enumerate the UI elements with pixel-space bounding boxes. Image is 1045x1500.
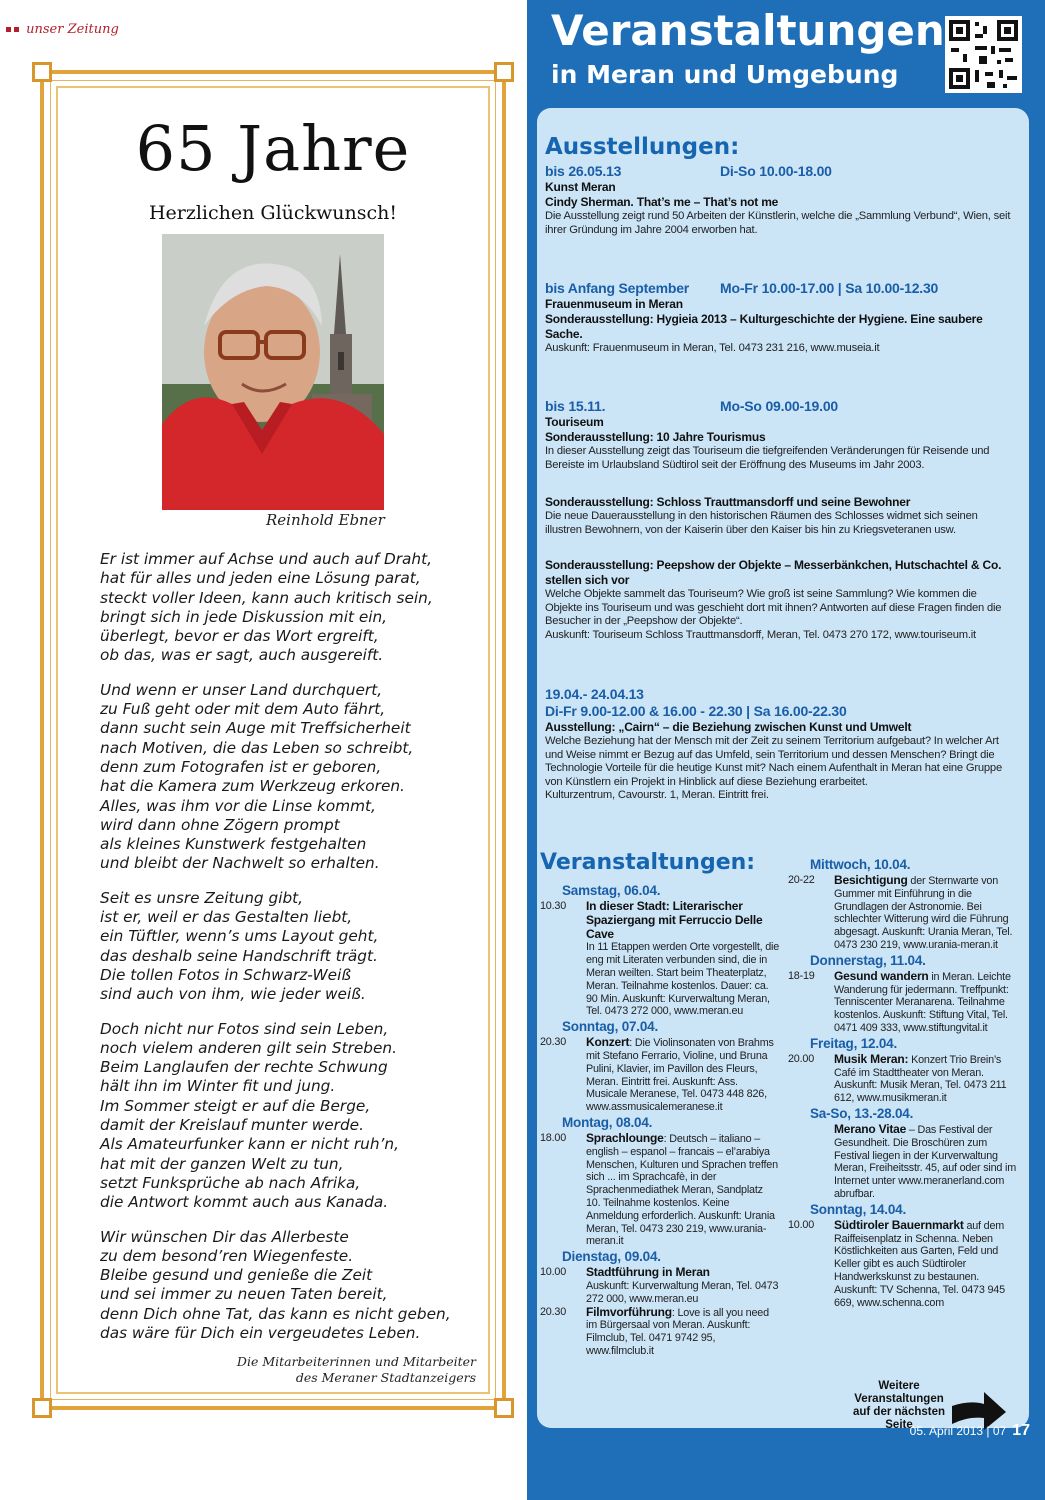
event-row	[788, 1219, 1024, 1310]
event-name: Musik Meran:	[834, 1051, 909, 1066]
event-day: Donnerstag, 11.04.	[810, 952, 926, 968]
event-row	[540, 1266, 780, 1305]
exhibition-name: Sonderausstellung: Hygieia 2013 – Kulturgeschichte der Hygiene. Eine saubere Sache.	[545, 312, 983, 341]
exhibition-date: 19.04.- 24.04.13	[545, 686, 644, 702]
event-row	[540, 1036, 780, 1114]
events-list-right	[788, 856, 1024, 1309]
event-time: 10.00	[540, 1266, 567, 1279]
portrait-illustration	[162, 234, 384, 510]
event-day: Sonntag, 07.04.	[562, 1019, 659, 1035]
exhibition-item	[545, 280, 1015, 356]
frame-corner	[494, 1398, 514, 1418]
frame-corner	[32, 1398, 52, 1418]
exhibition-hours: Di-So 10.00-18.00	[720, 163, 832, 179]
exhibition-place: Touriseum	[545, 415, 604, 429]
event-name: Filmvorführung	[586, 1304, 672, 1319]
event-text: auf dem Raiffeisenplatz in Schenna. Neben Köstlichkeiten aus Garten, Feld und Keller gibt es auch Südtiroler Handwerkskunst zu bestaunen. Auskunft: TV Schenna, Tel. 0473 945 669, www.schenna.com	[834, 1219, 1005, 1309]
frame-corner	[32, 62, 52, 82]
event-time: 18.00	[540, 1131, 567, 1144]
poem-stanza: Doch nicht nur Fotos sind sein Leben, noch vielem anderen gilt sein Streben. Beim Langlaufen der rechte Schwung hält ihn im Winter fit und jung. Im Sommer steigt er auf die Berge, damit der Kreislauf munter werde. Als Amateurfunker kann er nicht ruh’n, hat mit der ganzen Welt zu tun, setzt Funksprüche ab nach Afrika, die Antwort kommt auch aus Kanada.	[100, 1019, 399, 1212]
event-time: 10.30	[540, 900, 567, 912]
event-text: In 11 Etappen werden Orte vorgestellt, die eng mit Literaten verbunden sind, die in Meran weilten. Start beim Theaterplatz, Meran. Teilnahme kostenlos. Dauer: ca. 90 Min. Auskunft: Kurverwaltung Meran, Tel. 0473 272 000, www.meran.eu	[586, 941, 780, 1018]
exhibition-date: bis Anfang September	[545, 280, 690, 296]
events-subtitle: in Meran und Umgebung	[551, 60, 899, 89]
decor-square	[14, 27, 19, 32]
qr-code-graphic	[945, 16, 1022, 93]
event-name: In dieser Stadt: Literarischer Spaziergang mit Ferruccio Delle Cave	[586, 899, 763, 941]
exhibition-hours: Mo-Fr 10.00-17.00 | Sa 10.00-12.30	[720, 280, 939, 296]
event-desc	[586, 900, 780, 1018]
exhibition-date-row	[545, 398, 1015, 415]
exhibition-text: Die Ausstellung zeigt rund 50 Arbeiten der Künstlerin, welche die „Sammlung Verbund“, Wien, seit ihrer Gründung im Jahre 2004 erworben hat.	[545, 210, 1011, 236]
event-desc	[586, 1306, 780, 1358]
event-text: – Das Festival der Gesundheit. Die Broschüren zum Festival liegen in der Kurverwaltung Meran, Freiheitsstr. 45, auf oder sind im Internet unter www.meranerland.com abrufbar.	[834, 1123, 1017, 1200]
event-text: Auskunft: Kurverwaltung Meran, Tel. 0473 272 000, www.meran.eu	[586, 1279, 779, 1305]
footer-date: 05. April 2013 | 07	[909, 1424, 1007, 1438]
events-list-left	[540, 882, 780, 1358]
event-time: 18-19	[788, 969, 815, 982]
event-day: Freitag, 12.04.	[810, 1035, 898, 1051]
exhibition-text: Welche Objekte sammelt das Touriseum? Wie groß ist seine Sammlung? Wie kommen die Objekte ins Touriseum und was geschieht dort mit ihnen? Antworten auf diese Fragen finden die Besucher in der „Peepshow der Objekte“.	[545, 588, 1002, 627]
event-text: der Sternwarte von Gummer mit Einführung in die Grundlagen der Astronomie. Bei schlechter Witterung wird die Führung abgesagt. Auskunft: Urania Meran, Tel. 0473 230 219, www.urania-meran.it	[834, 875, 1013, 951]
event-row	[788, 970, 1024, 1035]
event-day: Samstag, 06.04.	[562, 883, 661, 898]
poem-stanza: Er ist immer auf Achse und auch auf Draht, hat für alles und jeden eine Lösung parat, steckt voller Ideen, kann auch kritisch sein, bringt sich in jede Diskussion mit ein, überlegt, bevor er das Wort ergreift, ob das, was er sagt, auch ausgereift.	[100, 550, 433, 665]
exhibition-name: Sonderausstellung: Peepshow der Objekte – Messerbänkchen, Hutschachtel & Co. stellen sich vor	[545, 558, 1002, 587]
exhibition-text: Auskunft: Frauenmuseum in Meran, Tel. 0473 231 216, www.museia.it	[545, 342, 880, 354]
exhibition-item	[545, 686, 1015, 803]
event-time: 20.30	[540, 1305, 567, 1318]
frame-corner	[494, 62, 514, 82]
exhibition-item	[545, 558, 1015, 642]
photo-caption: Reinhold Ebner	[266, 511, 385, 529]
event-text: in Meran. Leichte Wanderung für jedermann. Treffpunkt: Tenniscenter Meranarena. Teilnahme kostenlos. Auskunft: Stiftung Vital, Tel. 0471 409 333, www.stiftungvital.it	[834, 970, 1011, 1034]
article-subtitle: Herzlichen Glückwunsch!	[148, 202, 398, 224]
poem-stanza: Und wenn er unser Land durchquert, zu Fuß geht oder mit dem Auto fährt, dann sucht sein Auge mit Treffsicherheit nach Motiven, die das Leben so schreibt, denn zum Fotografen ist er geboren, hat die Kamera zum Werkzeug erkoren. Alles, was ihm vor die Linse kommt, wird dann ohne Zögern prompt als kleines Kunstwerk festgehalten und bleibt der Nachwelt so erhalten.	[100, 680, 414, 873]
signature: Die Mitarbeiterinnen und Mitarbeiter des Meraner Stadtanzeigers	[236, 1354, 476, 1385]
event-name: Südtiroler Bauernmarkt	[834, 1217, 964, 1232]
exhibition-item	[545, 495, 1015, 537]
exhibition-hours: Mo-So 09.00-19.00	[720, 398, 838, 414]
events-heading: Veranstaltungen:	[540, 850, 756, 875]
exhibition-date-row	[545, 163, 1015, 180]
event-row	[788, 1123, 1024, 1201]
event-desc	[834, 970, 1024, 1035]
event-time: 20.00	[788, 1052, 815, 1065]
event-desc	[834, 1219, 1024, 1310]
event-time: 20.30	[540, 1036, 567, 1049]
exhibition-date: bis 26.05.13	[545, 163, 622, 179]
exhibition-hours: Di-Fr 9.00-12.00 & 16.00 - 22.30 | Sa 16.00-22.30	[545, 703, 847, 719]
event-name: Gesund wandern	[834, 968, 929, 983]
event-text: : Love is all you need im Bürgersaal von Meran. Auskunft: Filmclub, Tel. 0471 9742 95, www.filmclub.it	[586, 1306, 769, 1357]
event-name: Stadtführung in Meran	[586, 1265, 710, 1280]
page-footer	[850, 1422, 1030, 1440]
exhibition-text: Welche Beziehung hat der Mensch mit der Zeit zu seinem Territorium aufgebaut? In welcher Art und Weise nimmt er Bezug auf das Umfeld, sein Territorium und dessen Menschen? Bringt die Technologie Vorteile für die heutige Kunst mit? Nach einem Aufenthalt in Meran hat eine Gruppe von Künstlern ein Projekt in Hinblick auf diese Beziehung erarbeitet.	[545, 735, 1002, 788]
exhibition-name: Sonderausstellung: Schloss Trauttmansdorff und seine Bewohner	[545, 495, 911, 509]
event-name: Merano Vitae	[834, 1121, 907, 1136]
exhibition-date: bis 15.11.	[545, 398, 606, 414]
events-title: Veranstaltungen	[551, 6, 945, 55]
event-desc	[834, 1123, 1024, 1201]
exhibition-date-row	[545, 280, 1015, 297]
exhibition-name: Sonderausstellung: 10 Jahre Tourismus	[545, 430, 766, 444]
portrait-photo	[162, 234, 384, 510]
birthday-poem	[100, 550, 500, 1358]
event-name: Sprachlounge	[586, 1130, 664, 1145]
exhibition-text: In dieser Ausstellung zeigt das Touriseum die tiefgreifenden Veränderungen für Reisende und Bereiste im Urlaubsland Südtirol seit der Eröffnung des Museums im Jahr 2003.	[545, 445, 990, 471]
event-text: : Deutsch – italiano – english – espanol – francais – el’arabiya Menschen, Kulturen und Sprachen treffen sich ... im Sprachcafè, in der Sprachenmediathek Meran, Sandplatz 10. Teilnahme kostenlos. Keine Anmeldung erforderlich. Auskunft: Urania Meran, Tel. 0473 230 219, www.urania-meran.it	[586, 1132, 778, 1248]
header-logo-text: unser Zeitung	[26, 22, 119, 37]
event-name: Besichtigung	[834, 873, 908, 887]
exhibition-item	[545, 163, 1015, 237]
event-desc	[586, 1036, 780, 1114]
page-number: 17	[1012, 1422, 1030, 1439]
event-row	[788, 874, 1024, 952]
event-row	[540, 900, 780, 1018]
event-time: 20-22	[788, 874, 815, 886]
event-desc	[834, 874, 1024, 952]
exhibition-place: Kunst Meran	[545, 180, 616, 194]
event-time: 10.00	[788, 1218, 815, 1231]
exhibition-name: Cindy Sherman. That’s me – That’s not me	[545, 195, 779, 209]
event-row	[540, 1306, 780, 1358]
exhibition-text: Die neue Dauerausstellung in den historischen Räumen des Schlosses widmet sich seinen illustren Bewohnern, von der Kaiserin über den Kaiser bis hin zu Kriegsveteranen usw.	[545, 510, 978, 536]
exhibition-info: Auskunft: Touriseum Schloss Trauttmansdorff, Meran, Tel. 0473 270 172, www.touriseum.it	[545, 628, 976, 641]
event-day: Dienstag, 09.04.	[562, 1249, 661, 1265]
event-day: Mittwoch, 10.04.	[810, 857, 911, 872]
event-day: Sa-So, 13.-28.04.	[810, 1105, 914, 1121]
poem-stanza: Seit es unsre Zeitung gibt, ist er, weil er das Gestalten liebt, ein Tüftler, wenn’s ums Layout geht, das deshalb seine Handschrift trägt. Die tollen Fotos in Schwarz-Weiß sind auch von ihm, wie jeder weiß.	[100, 888, 379, 1004]
event-text: : Die Violinsonaten von Brahms mit Stefano Ferrario, Violine, und Bruna Pulini, Klavier, im Pavillon des Fleurs, Meran. Eintritt frei. Auskunft: Ass. Musicale Meranese, Tel. 0473 448 826, www.assmusicalemeranese.it	[586, 1037, 774, 1114]
article-title: 65 Jahre	[135, 112, 411, 185]
header-logo	[6, 22, 119, 37]
exhibitions-heading: Ausstellungen:	[545, 134, 740, 160]
event-day: Montag, 08.04.	[562, 1114, 653, 1130]
more-events-link[interactable]: Weitere Veranstaltungen auf der nächsten Seite	[852, 1380, 946, 1431]
event-text: Konzert Trio Brein’s Café im Stadttheater von Meran. Auskunft: Musik Meran, Tel. 0473 211 612, www.musikmeran.it	[834, 1053, 1007, 1105]
event-time	[788, 1123, 834, 1201]
event-name: Konzert	[586, 1035, 630, 1050]
event-desc	[586, 1132, 780, 1248]
exhibition-info: Kulturzentrum, Cavourstr. 1, Meran. Eintritt frei.	[545, 789, 769, 801]
event-desc	[586, 1266, 780, 1305]
event-desc	[834, 1053, 1024, 1105]
event-day: Sonntag, 14.04.	[810, 1201, 907, 1217]
poem-stanza: Wir wünschen Dir das Allerbeste zu dem besond’ren Wiegenfeste. Bleibe gesund und genieße die Zeit und sei immer zu neuen Taten bereit, denn Dich ohne Tat, das kann es nicht geben, das wäre für Dich ein vergeudetes Leben.	[100, 1227, 451, 1342]
event-row	[788, 1053, 1024, 1105]
exhibition-item	[545, 398, 1015, 472]
exhibition-place: Frauenmuseum in Meran	[545, 297, 683, 311]
exhibition-name: Ausstellung: „Cairn“ – die Beziehung zwischen Kunst und Umwelt	[545, 720, 912, 734]
decor-square	[6, 27, 11, 32]
qr-code-icon[interactable]	[945, 16, 1022, 93]
event-row	[540, 1132, 780, 1248]
